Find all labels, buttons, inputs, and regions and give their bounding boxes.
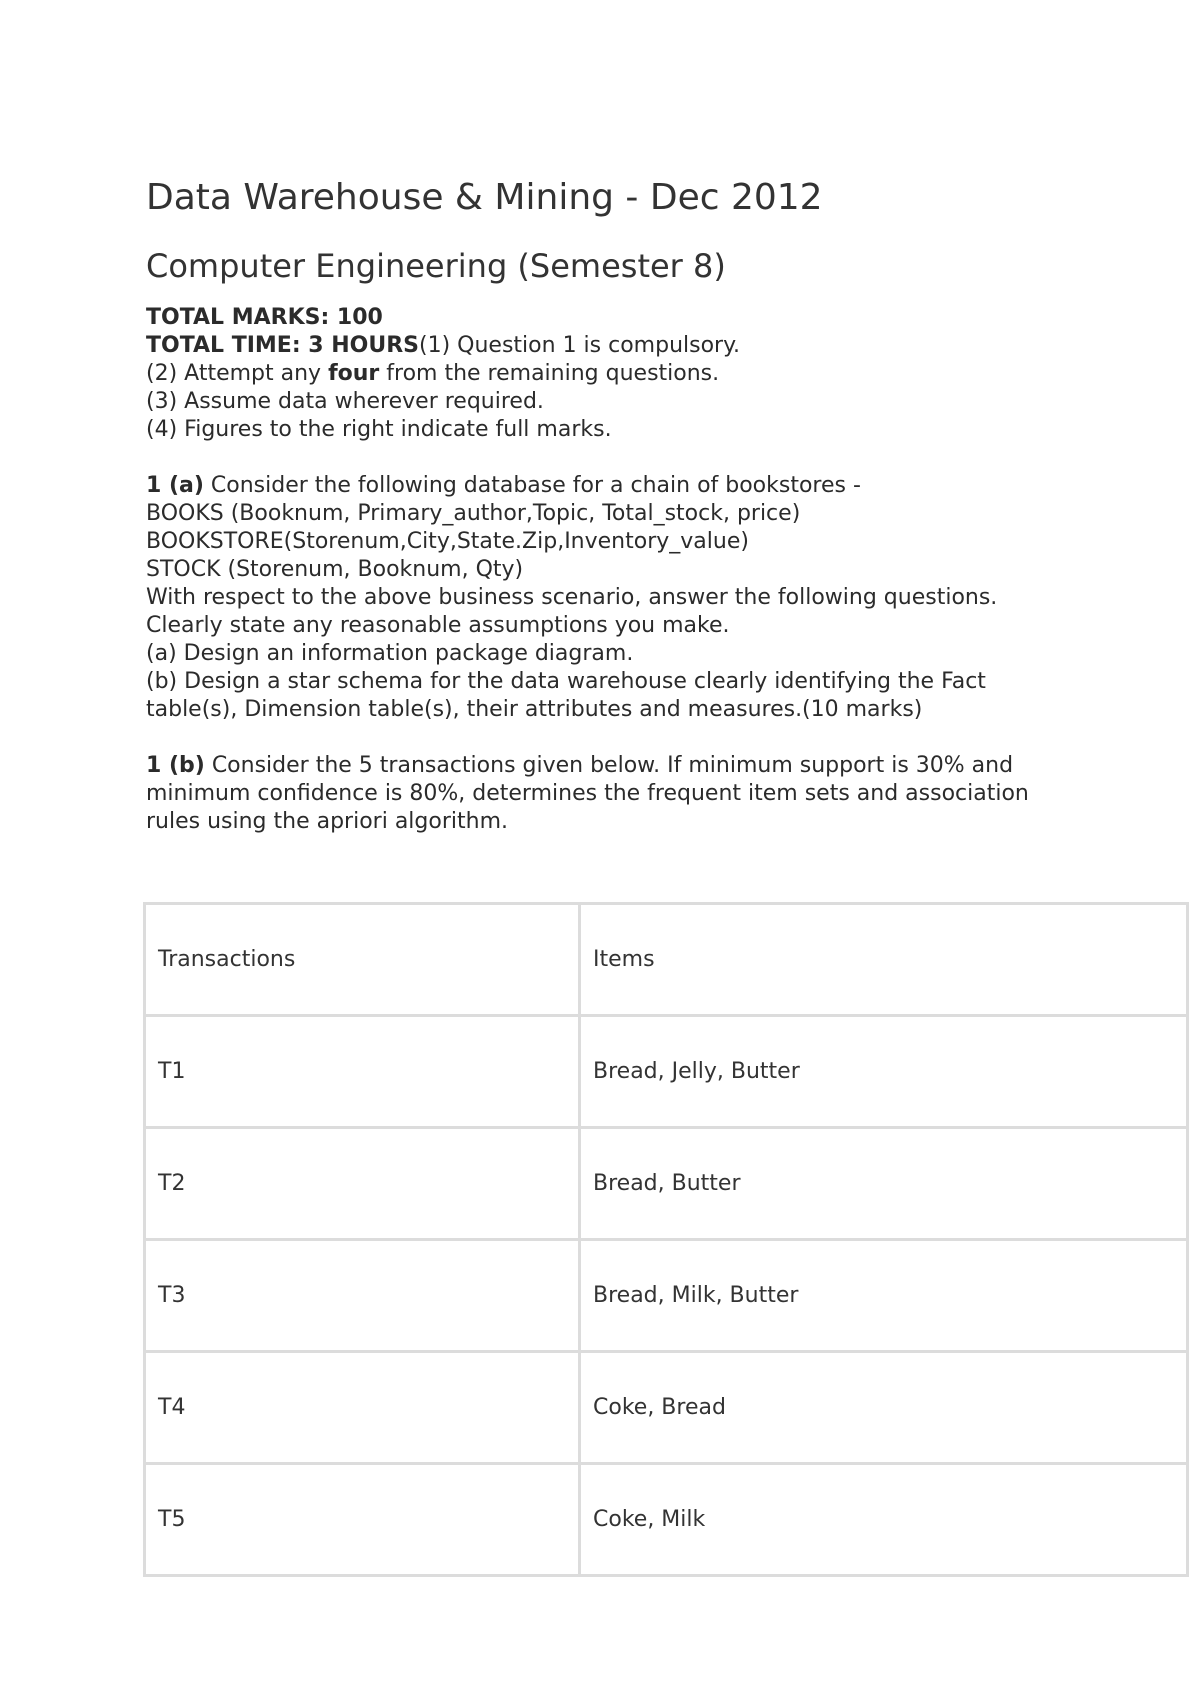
instruction-1: (1) Question 1 is compulsory. [419, 333, 740, 358]
question-1b [146, 752, 1076, 836]
document-subtitle: Computer Engineering (Semester 8) [146, 247, 726, 285]
transaction-id: T3 [145, 1240, 580, 1352]
transaction-items: Bread, Butter [580, 1128, 1188, 1240]
table-header-transactions: Transactions [145, 904, 580, 1016]
transactions-table [143, 902, 1189, 1577]
table-row [145, 1240, 1188, 1352]
table-row [145, 1464, 1188, 1576]
transaction-items: Bread, Jelly, Butter [580, 1016, 1188, 1128]
transaction-id: T2 [145, 1128, 580, 1240]
table-header-items: Items [580, 904, 1188, 1016]
total-marks: TOTAL MARKS: 100 [146, 305, 383, 330]
exam-instructions [146, 304, 1186, 444]
question-1a-books: BOOKS (Booknum, Primary_author,Topic, Total_stock, price) [146, 501, 801, 526]
document-page [146, 174, 1186, 836]
question-1a-stock: STOCK (Storenum, Booknum, Qty) [146, 557, 524, 582]
question-1a [146, 472, 1076, 724]
question-1a-instructions: With respect to the above business scenario, answer the following questions. Clearly state any reasonable assumptions you make. [146, 585, 998, 638]
table-row [145, 1352, 1188, 1464]
question-1b-label: 1 (b) [146, 753, 205, 778]
question-1b-text: Consider the 5 transactions given below. If minimum support is 30% and minimum confidence is 80%, determines the frequent item sets and association rules using the apriori algorithm. [146, 753, 1029, 834]
transaction-items: Bread, Milk, Butter [580, 1240, 1188, 1352]
instruction-2: (2) Attempt any four from the remaining questions. [146, 361, 720, 386]
table-row [145, 1016, 1188, 1128]
total-time: TOTAL TIME: 3 HOURS [146, 333, 420, 358]
question-1a-label: 1 (a) [146, 473, 204, 498]
document-title: Data Warehouse & Mining - Dec 2012 [146, 177, 823, 218]
question-1a-bookstore: BOOKSTORE(Storenum,City,State.Zip,Inventory_value) [146, 529, 749, 554]
table-header-row [145, 904, 1188, 1016]
table-row [145, 1128, 1188, 1240]
transaction-id: T1 [145, 1016, 580, 1128]
transaction-id: T5 [145, 1464, 580, 1576]
transaction-id: T4 [145, 1352, 580, 1464]
question-1a-part-b: (b) Design a star schema for the data warehouse clearly identifying the Fact table(s), Dimension table(s), their attributes and measures.(10 marks) [146, 669, 986, 722]
instruction-4: (4) Figures to the right indicate full marks. [146, 417, 612, 442]
transaction-items: Coke, Bread [580, 1352, 1188, 1464]
instruction-3: (3) Assume data wherever required. [146, 389, 544, 414]
question-1a-part-a: (a) Design an information package diagram. [146, 641, 634, 666]
transaction-items: Coke, Milk [580, 1464, 1188, 1576]
question-1a-intro: Consider the following database for a chain of bookstores - [203, 473, 861, 498]
